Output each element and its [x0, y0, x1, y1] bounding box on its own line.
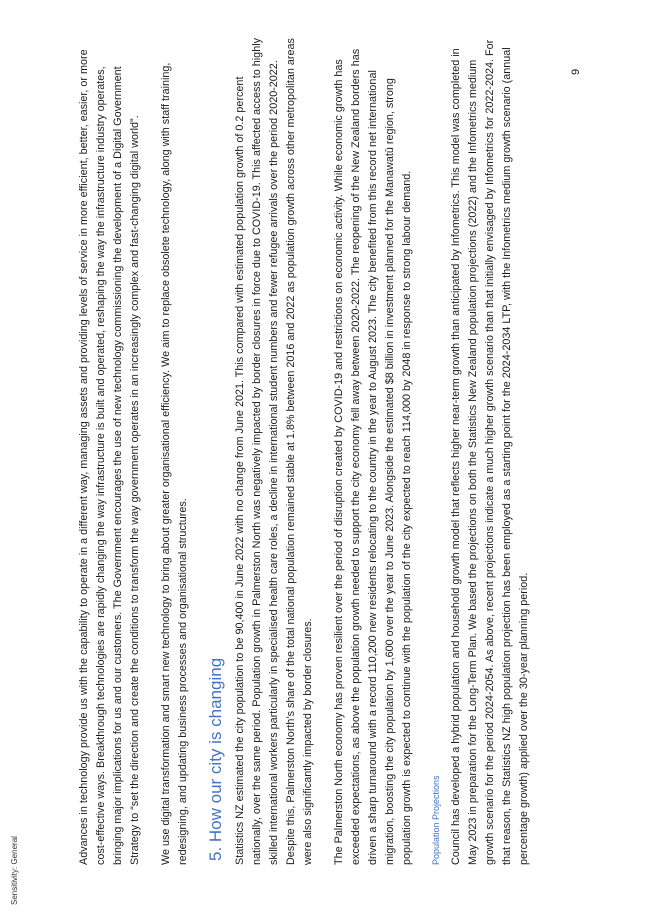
intro-paragraph-technology: Advances in technology provide us with the capability to operate in a different way, managing assets and providing levels of service in more efficient, better, easier, or more cost-effective ways. Breakthrough technologies are rapidly changing the way infrastructure is built and operated, reshaping the way the infrastructure industry operates, bringing major implications for us and our customers. The Government encourages the use of new technology commissioning the development of a Digital Government Strategy to “set the direction and create the conditions to transform the way government operates in an increasingly complex and fast-changing digital world”.: [78, 49, 141, 865]
paragraph-population-projections: Council has developed a hybrid population and household growth model that reflects higher near-term growth than anticipated by Infometrics. This model was completed in May 2023 in preparation for the Long-Term Plan. We based the projections on both the Statistics New Zealand population projections (2022) and the Infometrics medium growth scenario for the period 2024-2054. As above, recent projections indicate a much higher growth scenario than that initially envisaged by Infometrics for 2022-2024. For that reason, the Statistics NZ high population projection has been employed as a starting point for the 2024-2034 LTP, with the Infometrics medium growth scenario (annual percentage growth) applied over the 30-year planning period.: [450, 39, 530, 865]
subheading-population-projections: Population Projections: [431, 775, 441, 865]
section-heading-city-changing: 5. How our city is changing: [206, 657, 225, 861]
paragraph-economy-resilience: The Palmerston North economy has proven resilient over the period of disruption created by COVID-19 and restrictions on economic activity. While economic growth has exceeded expectations, as above the population growth needed to support the city economy fell away between 2020-2022. The reopening of the New Zealand borders has driven a sharp turnaround with a record 110,200 new residents relocating to the country in the year to August 2023. The city benefited from this record net international migration, boosting the city population by 1,600 over the year to June 2023. Alongside the estimated $8 billion in investment planned for the Manawatū region, strong population growth is expected to continue with the population of the city expected to reach 114,000 by 2048 in response to strong labour demand.: [333, 48, 413, 865]
document-body: [76, 27, 547, 865]
page-number: 9: [570, 68, 582, 75]
intro-paragraph-digital-transformation: We use digital transformation and smart new technology to bring about greater organisational efficiency. We aim to replace obsolete technology, along with staff training, redesigning, and updating business processes and organisational structures.: [160, 62, 189, 865]
sensitivity-label: Sensitivity: General: [10, 836, 19, 905]
paragraph-population-estimate: Statistics NZ estimated the city population to be 90,400 in June 2022 with no change from June 2021. This compared with estimated population growth of 0.2 percent nationally, over the same period. Population growth in Palmerston North was negatively impacted by border closures in force due to COVID-19. This affected access to highly skilled international workers particularly in specialised health care roles, a decline in international student numbers and fewer refugee arrivals over the period 2020-2022. Despite this, Palmerston North’s share of the total national population remained stable at 1.8% between 2016 and 2022 as population growth across other metropolitan areas were also significantly impacted by border closures.: [234, 38, 314, 865]
